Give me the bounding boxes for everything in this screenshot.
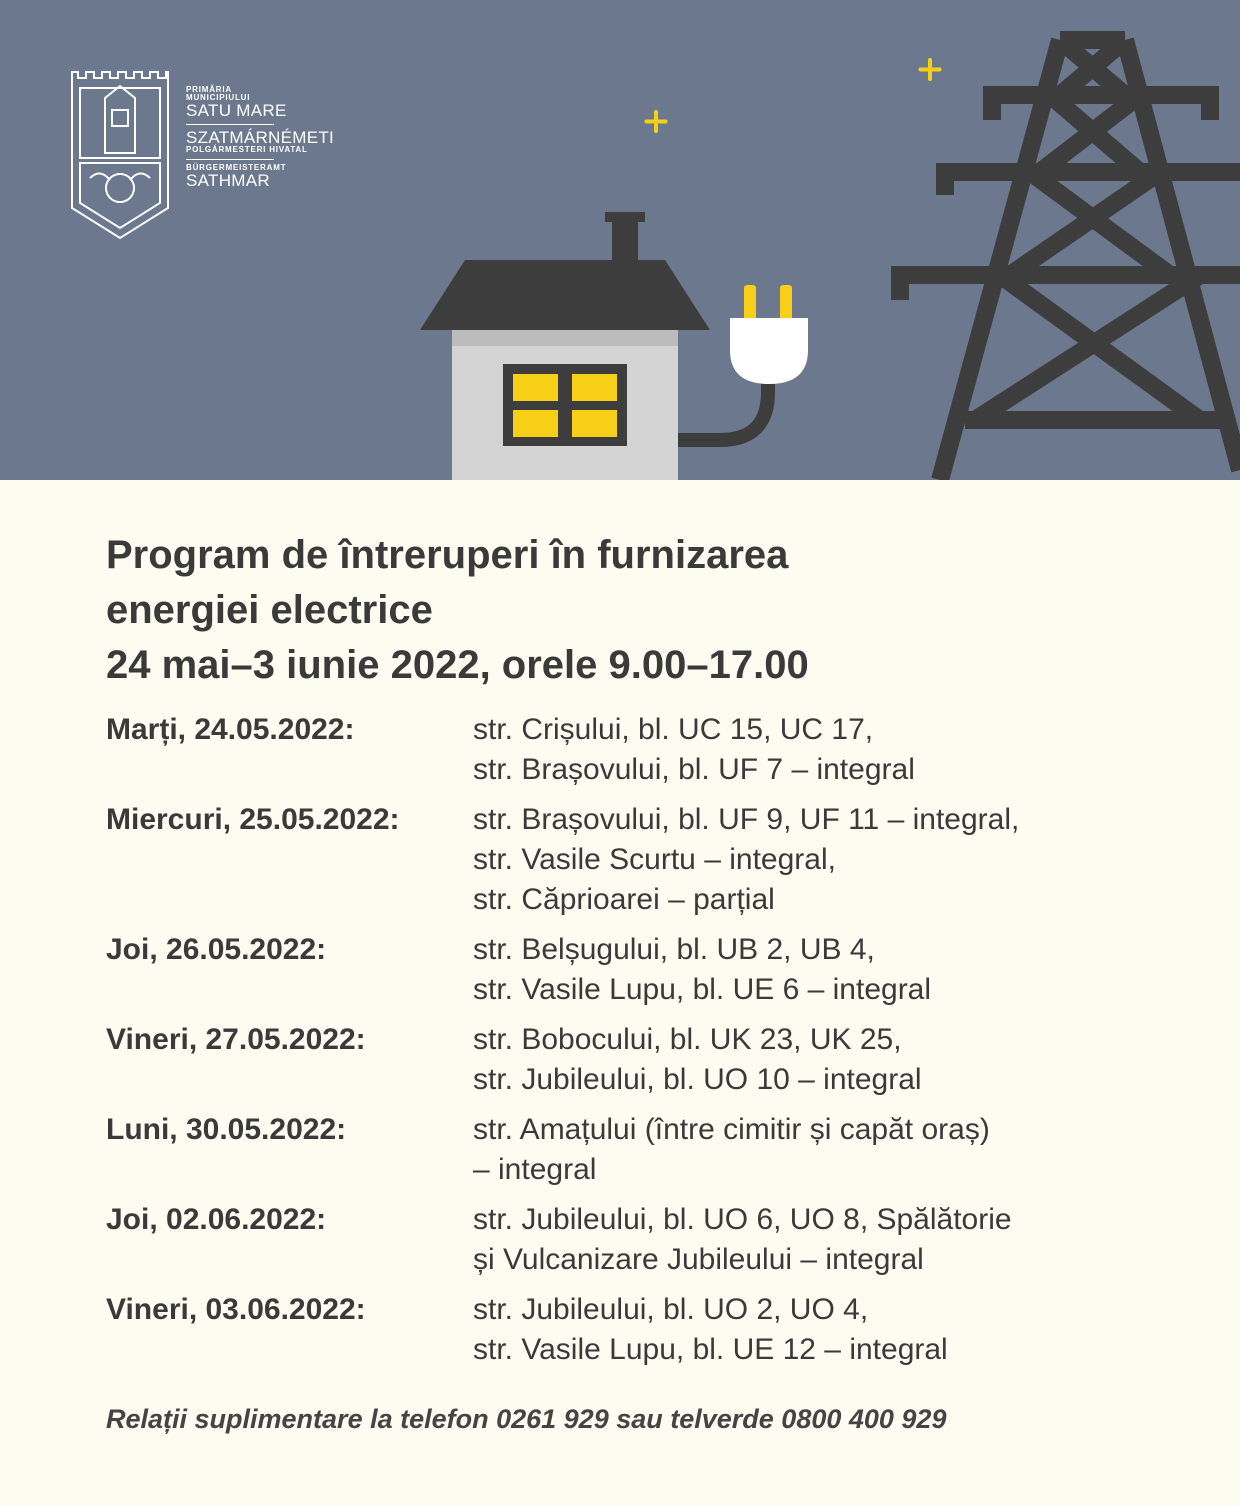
outage-schedule (106, 710, 1206, 1380)
schedule-location-line: str. Vasile Lupu, bl. UE 12 – integral (473, 1333, 948, 1366)
schedule-row (106, 930, 1206, 1010)
schedule-row (106, 1290, 1206, 1370)
schedule-location-line: str. Crișului, bl. UC 15, UC 17, (473, 713, 874, 746)
schedule-locations (473, 1020, 1206, 1100)
schedule-locations (473, 710, 1206, 790)
page-title (106, 528, 1186, 693)
schedule-day: Joi, 02.06.2022: (106, 1203, 327, 1236)
title-line-2: energiei electrice (106, 588, 433, 632)
title-block (106, 528, 1186, 693)
schedule-row (106, 1200, 1206, 1280)
schedule-location-line: str. Căprioarei – parțial (473, 883, 775, 916)
municipality-name (186, 86, 334, 189)
schedule-locations (473, 1110, 1206, 1190)
schedule-day: Miercuri, 25.05.2022: (106, 803, 400, 836)
schedule-day: Vineri, 03.06.2022: (106, 1293, 366, 1326)
schedule-location-line: str. Jubileului, bl. UO 6, UO 8, Spălătorie (473, 1203, 1012, 1236)
logo-line: MUNICIPIULUI (186, 93, 251, 102)
schedule-location-line: str. Bobocului, bl. UK 23, UK 25, (473, 1023, 902, 1056)
title-line-3: 24 mai–3 iunie 2022, orele 9.00–17.00 (106, 643, 809, 687)
schedule-location-line: str. Jubileului, bl. UO 2, UO 4, (473, 1293, 869, 1326)
schedule-location-line: str. Brașovului, bl. UF 9, UF 11 – integral, (473, 803, 1020, 836)
contact-footer: Relații suplimentare la telefon 0261 929 sau telverde 0800 400 929 (106, 1404, 947, 1434)
scene-svg (0, 0, 1240, 480)
schedule-row (106, 710, 1206, 790)
schedule-row (106, 1020, 1206, 1100)
house-illustration (420, 212, 710, 480)
header-illustration (0, 0, 1240, 480)
schedule-locations (473, 800, 1206, 920)
schedule-location-line: str. Vasile Lupu, bl. UE 6 – integral (473, 973, 932, 1006)
schedule-row (106, 1110, 1206, 1190)
schedule-location-line: str. Vasile Scurtu – integral, (473, 843, 836, 876)
plug-icon (678, 285, 808, 440)
schedule-day: Vineri, 27.05.2022: (106, 1023, 366, 1056)
logo-line: SZATMÁRNÉMETI (186, 128, 335, 147)
logo-line: PRIMĂRIA (186, 85, 232, 94)
schedule-location-line: str. Belșugului, bl. UB 2, UB 4, (473, 933, 875, 966)
city-crest-icon (70, 68, 170, 243)
sparkle-icon (647, 112, 666, 131)
schedule-row (106, 800, 1206, 920)
title-line-1: Program de întreruperi în furnizarea (106, 533, 789, 577)
logo-divider (186, 124, 274, 125)
schedule-day: Joi, 26.05.2022: (106, 933, 327, 966)
logo-divider (186, 159, 274, 160)
schedule-day: Luni, 30.05.2022: (106, 1113, 347, 1146)
schedule-locations (473, 1290, 1206, 1370)
schedule-locations (473, 930, 1206, 1010)
schedule-location-line: str. Brașovului, bl. UF 7 – integral (473, 753, 915, 786)
logo-line: BÜRGERMEISTERAMT (186, 163, 287, 172)
schedule-location-line: str. Amațului (între cimitir și capăt oraș) (473, 1113, 990, 1146)
sparkle-icon (921, 60, 940, 79)
schedule-day: Marți, 24.05.2022: (106, 713, 355, 746)
logo-line: POLGÁRMESTERI HIVATAL (186, 145, 308, 154)
power-pylon-illustration (900, 40, 1240, 480)
schedule-location-line: și Vulcanizare Jubileului – integral (473, 1243, 924, 1276)
schedule-location-line: str. Jubileului, bl. UO 10 – integral (473, 1063, 922, 1096)
schedule-location-line: – integral (473, 1153, 597, 1186)
logo-line: SATHMAR (186, 171, 270, 190)
logo-line: SATU MARE (186, 101, 287, 120)
schedule-locations (473, 1200, 1206, 1280)
